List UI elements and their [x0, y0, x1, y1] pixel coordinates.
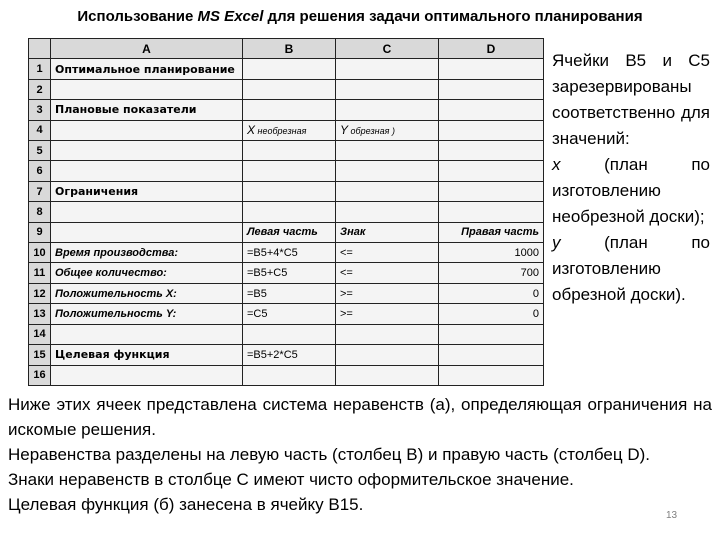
- cell-b14: [243, 324, 336, 344]
- cell-a4: [51, 120, 243, 140]
- cell-a12: Положительность X:: [51, 283, 243, 303]
- side-y-po: по: [691, 233, 710, 252]
- cell-b10: =B5+4*C5: [243, 243, 336, 263]
- row-number: 15: [29, 345, 51, 365]
- table-row: [29, 283, 544, 303]
- cell-b1: [243, 59, 336, 79]
- cell-b16: [243, 365, 336, 386]
- cell-c5: [336, 141, 439, 161]
- title-suffix: для решения задачи оптимального планирования: [263, 8, 643, 25]
- var-x-note: необрезная: [255, 126, 307, 137]
- cell-c7: [336, 181, 439, 201]
- cell-d14: [439, 324, 544, 344]
- bottom-text: [8, 392, 712, 517]
- cell-a10: Время производства:: [51, 243, 243, 263]
- cell-a3: Плановые показатели: [51, 100, 243, 120]
- row-number: 8: [29, 202, 51, 222]
- row-number: 7: [29, 181, 51, 201]
- bottom-paragraph-1: Ниже этих ячеек представлена система неравенств (а), определяющая ограничения на искомые решения.: [8, 395, 712, 439]
- slide-title: [0, 8, 720, 25]
- table-row: [29, 120, 544, 140]
- row-number: 14: [29, 324, 51, 344]
- cell-c10: <=: [336, 243, 439, 263]
- cell-a11: Общее количество:: [51, 263, 243, 283]
- table-row: [29, 243, 544, 263]
- row-number: 6: [29, 161, 51, 181]
- side-x-word: (план: [604, 155, 648, 174]
- cell-a1: Оптимальное планирование: [51, 59, 243, 79]
- row-number: 11: [29, 263, 51, 283]
- cell-c8: [336, 202, 439, 222]
- cell-a2: [51, 79, 243, 99]
- table-row: [29, 365, 544, 386]
- page-number: 13: [666, 510, 678, 521]
- cell-b15: =B5+2*C5: [243, 345, 336, 365]
- cell-d8: [439, 202, 544, 222]
- bottom-paragraph-4: Целевая функция (б) занесена в ячейку В15.: [8, 495, 364, 514]
- cell-a6: [51, 161, 243, 181]
- cell-a5: [51, 141, 243, 161]
- cell-c11: <=: [336, 263, 439, 283]
- cell-b11: =B5+C5: [243, 263, 336, 283]
- cell-d11: 700: [439, 263, 544, 283]
- table-row: [29, 161, 544, 181]
- cell-c6: [336, 161, 439, 181]
- column-header-a: A: [51, 39, 243, 59]
- side-description: [552, 48, 710, 308]
- cell-a15: Целевая функция: [51, 345, 243, 365]
- cell-c1: [336, 59, 439, 79]
- cell-d6: [439, 161, 544, 181]
- cell-c4: [336, 120, 439, 140]
- row-number: 2: [29, 79, 51, 99]
- cell-b2: [243, 79, 336, 99]
- cell-d15: [439, 345, 544, 365]
- row-number: 4: [29, 120, 51, 140]
- row-number: 16: [29, 365, 51, 386]
- cell-c2: [336, 79, 439, 99]
- cell-d10: 1000: [439, 243, 544, 263]
- cell-b5: [243, 141, 336, 161]
- cell-b9: Левая часть: [243, 222, 336, 242]
- column-header-d: D: [439, 39, 544, 59]
- side-x-line: [552, 152, 710, 178]
- title-emphasis: MS Excel: [197, 8, 264, 25]
- table-row: [29, 222, 544, 242]
- cell-d7: [439, 181, 544, 201]
- cell-a7: Ограничения: [51, 181, 243, 201]
- side-x-rest: изготовлению необрезной доски);: [552, 181, 705, 226]
- row-number: 1: [29, 59, 51, 79]
- row-number: 5: [29, 141, 51, 161]
- table-row: [29, 202, 544, 222]
- side-x-po: по: [691, 155, 710, 174]
- var-x-label: X: [247, 123, 256, 138]
- cell-d1: [439, 59, 544, 79]
- cell-a13: Положительность Y:: [51, 304, 243, 324]
- column-header-b: B: [243, 39, 336, 59]
- side-x-var: x: [552, 155, 561, 174]
- table-row: [29, 79, 544, 99]
- cell-d16: [439, 365, 544, 386]
- cell-d13: 0: [439, 304, 544, 324]
- cell-d5: [439, 141, 544, 161]
- row-number: 12: [29, 283, 51, 303]
- cell-b13: =C5: [243, 304, 336, 324]
- cell-c15: [336, 345, 439, 365]
- cell-b6: [243, 161, 336, 181]
- var-y-note: обрезная: [348, 126, 390, 137]
- table-row: [29, 100, 544, 120]
- cell-b8: [243, 202, 336, 222]
- column-header-row: [29, 39, 544, 59]
- table-row: [29, 324, 544, 344]
- spreadsheet-table: [28, 38, 544, 386]
- table-row: [29, 263, 544, 283]
- row-number: 3: [29, 100, 51, 120]
- cell-b4: [243, 120, 336, 140]
- cell-c16: [336, 365, 439, 386]
- bottom-paragraph-2: Неравенства разделены на левую часть (столбец В) и правую часть (столбец D).: [8, 445, 650, 464]
- cell-d4: [439, 120, 544, 140]
- row-number: 9: [29, 222, 51, 242]
- cell-b12: =B5: [243, 283, 336, 303]
- cell-b7: [243, 181, 336, 201]
- corner-cell: [29, 39, 51, 59]
- cell-a9: [51, 222, 243, 242]
- cell-c14: [336, 324, 439, 344]
- cell-b3: [243, 100, 336, 120]
- table-row: [29, 141, 544, 161]
- cell-c12: >=: [336, 283, 439, 303]
- table-row: [29, 304, 544, 324]
- cell-d3: [439, 100, 544, 120]
- title-prefix: Использование: [77, 8, 198, 25]
- cell-c13: >=: [336, 304, 439, 324]
- cell-d9: Правая часть: [439, 222, 544, 242]
- cell-d12: 0: [439, 283, 544, 303]
- side-y-var: y: [552, 233, 561, 252]
- row-number: 10: [29, 243, 51, 263]
- table-row: [29, 181, 544, 201]
- cell-d2: [439, 79, 544, 99]
- table-row: [29, 59, 544, 79]
- table-row: [29, 345, 544, 365]
- cell-c3: [336, 100, 439, 120]
- side-y-word: (план: [604, 233, 648, 252]
- row-number: 13: [29, 304, 51, 324]
- spreadsheet-image: [28, 38, 543, 386]
- var-y-tail: ): [389, 126, 395, 137]
- column-header-c: C: [336, 39, 439, 59]
- side-y-line: [552, 230, 710, 256]
- side-paragraph-intro: Ячейки В5 и С5 зарезервированы соответственно для значений:: [552, 51, 710, 148]
- side-y-rest: изготовлению обрезной доски).: [552, 259, 686, 304]
- bottom-paragraph-3: Знаки неравенств в столбце С имеют чисто оформительское значение.: [8, 470, 574, 489]
- cell-a16: [51, 365, 243, 386]
- cell-a14: [51, 324, 243, 344]
- cell-a8: [51, 202, 243, 222]
- cell-c9: Знак: [336, 222, 439, 242]
- var-y-label: Y: [340, 123, 349, 138]
